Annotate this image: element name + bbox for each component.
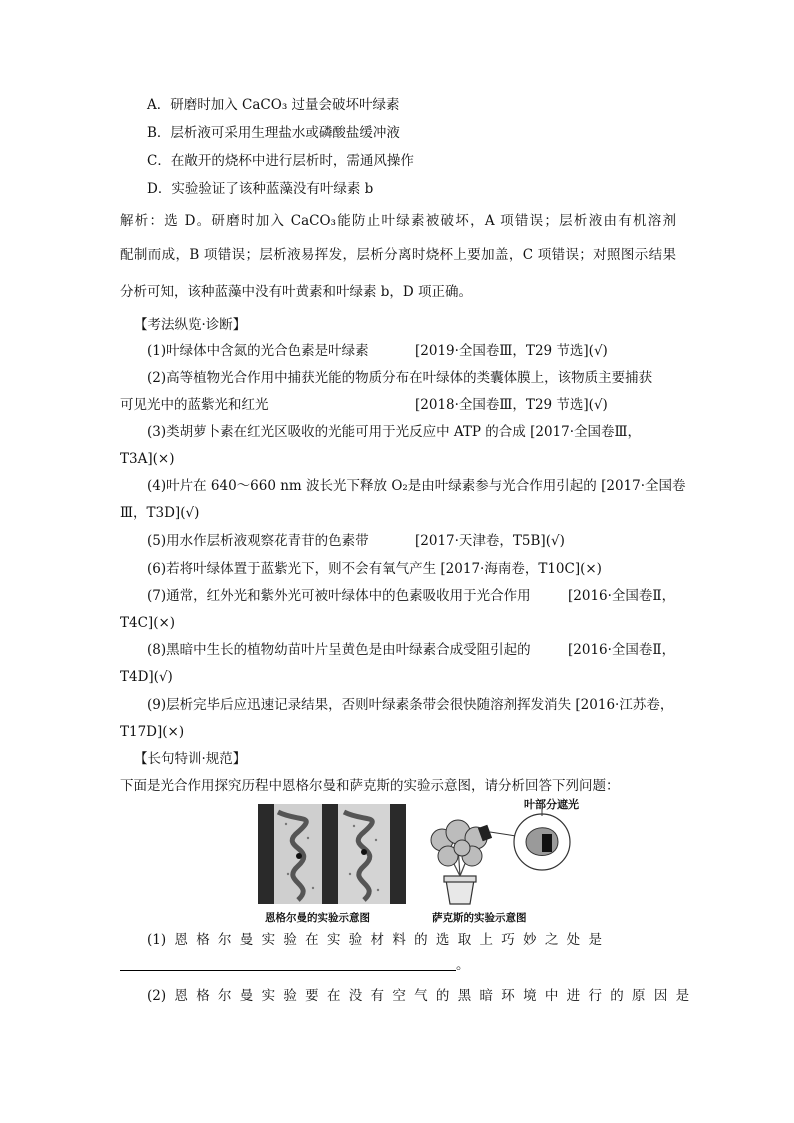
analysis-line-1: 解析：选 D。研磨时加入 CaCO₃能防止叶绿素被破坏，A 项错误；层析液由有机溶剂	[120, 213, 676, 229]
item-5-text: (5)用水作层析液观察花青苷的色素带	[147, 533, 369, 549]
item-9-line-2: T17D](×)	[120, 724, 185, 740]
item-6-text: (6)若将叶绿体置于蓝紫光下，则不会有氧气产生 [2017·海南卷，T10C](×)	[147, 561, 602, 577]
item-2-ref: [2018·全国卷Ⅲ，T29 节选](√)	[415, 397, 608, 413]
item-3-line-2: T3A](×)	[120, 451, 175, 467]
item-4-line-2: Ⅲ，T3D](√)	[120, 505, 200, 521]
section-title-diagnosis: 【考法纵览·诊断】	[134, 317, 247, 333]
option-d: D．实验验证了该种蓝藻没有叶绿素 b	[147, 181, 374, 197]
item-1-text: (1)叶绿体中含氮的光合色素是叶绿素	[147, 343, 369, 359]
answer-blank-1[interactable]	[120, 970, 456, 971]
shade-label: 叶部分遮光	[524, 798, 579, 811]
analysis-line-2: 配制而成，B 项错误；层析液易挥发，层析分离时烧杯上要加盖，C 项错误；对照图示结果	[120, 247, 676, 263]
item-4-line-1: (4)叶片在 640～660 nm 波长光下释放 O₂是由叶绿素参与光合作用引起的 [2017·全国卷	[147, 478, 686, 494]
item-7-line-2: T4C](×)	[120, 615, 176, 631]
option-b: B．层析液可采用生理盐水或磷酸盐缓冲液	[147, 125, 400, 141]
item-1-ref: [2019·全国卷Ⅲ，T29 节选](√)	[415, 343, 608, 359]
item-8-ref: [2016·全国卷Ⅱ，	[568, 642, 676, 658]
item-9-line-1: (9)层析完毕后应迅速记录结果，否则叶绿素条带会很快随溶剂挥发消失 [2016·江苏卷，	[147, 697, 674, 713]
sachs-caption: 萨克斯的实验示意图	[432, 912, 527, 924]
intro-text: 下面是光合作用探究历程中恩格尔曼和萨克斯的实验示意图，请分析回答下列问题：	[120, 778, 620, 794]
item-3-line-1: (3)类胡萝卜素在红光区吸收的光能可用于光反应中 ATP 的合成 [2017·全国卷Ⅲ，	[147, 424, 642, 440]
item-2-line-1: (2)高等植物光合作用中捕获光能的物质分布在叶绿体的类囊体膜上，该物质主要捕获	[147, 370, 653, 386]
question-1-end: 。	[456, 957, 470, 973]
question-1: (1) 恩 格 尔 曼 实 验 在 实 验 材 料 的 选 取 上 巧 妙 之 处 是	[147, 932, 602, 948]
analysis-line-3: 分析可知，该种蓝藻中没有叶黄素和叶绿素 b，D 项正确。	[120, 284, 473, 300]
item-2-line-2: 可见光中的蓝紫光和红光	[120, 397, 269, 413]
item-8-line-2: T4D](√)	[120, 669, 173, 685]
item-7-ref: [2016·全国卷Ⅱ，	[568, 588, 676, 604]
section-title-practice: 【长句特训·规范】	[134, 751, 247, 767]
question-2: (2) 恩 格 尔 曼 实 验 要 在 没 有 空 气 的 黑 暗 环 境 中 进 行 的 原 因 是	[147, 988, 690, 1004]
engelmann-experiment-figure	[258, 804, 406, 904]
item-8-line-1: (8)黑暗中生长的植物幼苗叶片呈黄色是由叶绿素合成受阻引起的	[147, 642, 531, 658]
sachs-experiment-figure	[418, 796, 578, 908]
option-c: C．在敞开的烧杯中进行层析时，需通风操作	[147, 153, 414, 169]
option-a: A．研磨时加入 CaCO₃ 过量会破坏叶绿素	[147, 97, 400, 113]
item-5-ref: [2017·天津卷，T5B](√)	[415, 533, 565, 549]
item-7-line-1: (7)通常，红外光和紫外光可被叶绿体中的色素吸收用于光合作用	[147, 588, 531, 604]
engelmann-caption: 恩格尔曼的实验示意图	[265, 912, 370, 924]
